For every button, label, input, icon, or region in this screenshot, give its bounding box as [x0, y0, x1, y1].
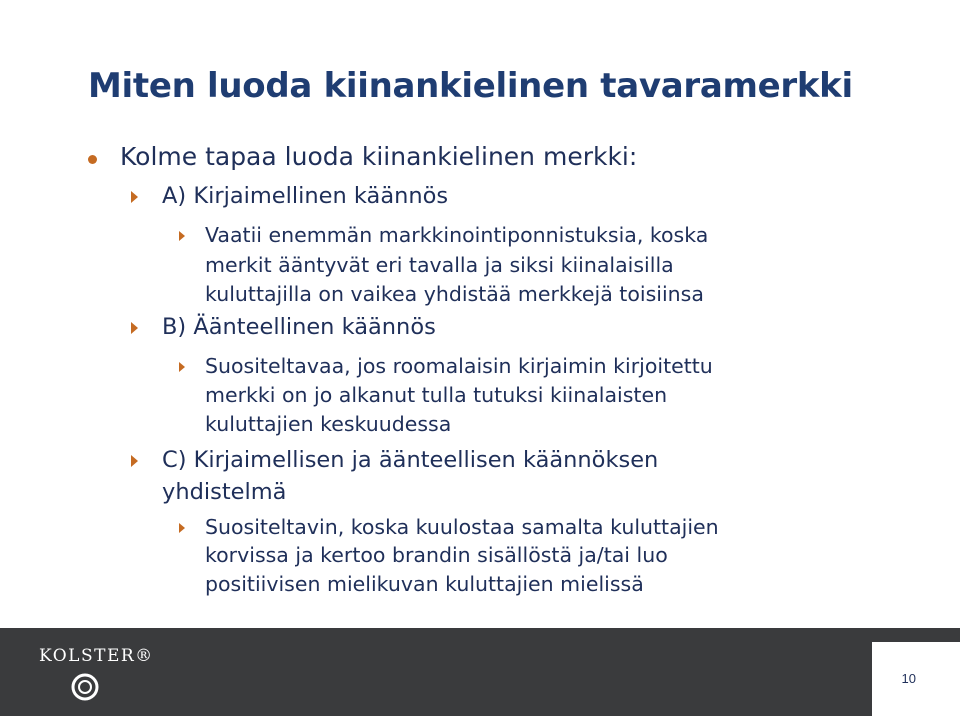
kolster-logo-text: KOLSTER® [39, 646, 154, 666]
bullet-triangle-icon [179, 231, 185, 241]
bullet-a-detail-line-2: merkit ääntyvät eri tavalla ja siksi kiinalaisilla [205, 253, 674, 277]
bullet-triangle-icon [179, 362, 185, 372]
bullet-a-detail-line-3: kuluttajilla on vaikea yhdistää merkkejä toisiinsa [205, 282, 704, 306]
bullet-triangle-icon [131, 322, 138, 334]
kolster-logo-mark-icon [70, 672, 100, 702]
bullet-option-c-line-1: C) Kirjaimellisen ja äänteellisen käännöksen [162, 447, 659, 473]
bullet-c-detail-line-3: positiivisen mielikuvan kuluttajien mielissä [205, 572, 644, 596]
bullet-option-a: A) Kirjaimellinen käännös [162, 183, 449, 209]
footer-bar [0, 628, 960, 716]
bullet-triangle-icon [131, 191, 138, 203]
bullet-dot-icon [88, 155, 97, 164]
bullet-b-detail-line-1: Suositeltavaa, jos roomalaisin kirjaimin kirjoitettu [205, 354, 713, 378]
bullet-c-detail-line-1: Suositeltavin, koska kuulostaa samalta kuluttajien [205, 515, 719, 539]
page-number-box [872, 642, 960, 716]
bullet-b-detail-line-3: kuluttajien keskuudessa [205, 412, 452, 436]
bullet-option-c-line-2: yhdistelmä [162, 479, 287, 505]
bullet-c-detail-line-2: korvissa ja kertoo brandin sisällöstä ja/tai luo [205, 543, 668, 567]
slide-title: Miten luoda kiinankielinen tavaramerkki [88, 66, 853, 106]
bullet-b-detail-line-2: merkki on jo alkanut tulla tutuksi kiinalaisten [205, 383, 668, 407]
bullet-a-detail-line-1: Vaatii enemmän markkinointiponnistuksia, koska [205, 223, 709, 247]
page-number: 10 [901, 671, 916, 686]
bullet-triangle-icon [179, 523, 185, 533]
bullet-option-b: B) Äänteellinen käännös [162, 314, 436, 340]
bullet-triangle-icon [131, 455, 138, 467]
bullet-main: Kolme tapaa luoda kiinankielinen merkki: [120, 142, 638, 171]
